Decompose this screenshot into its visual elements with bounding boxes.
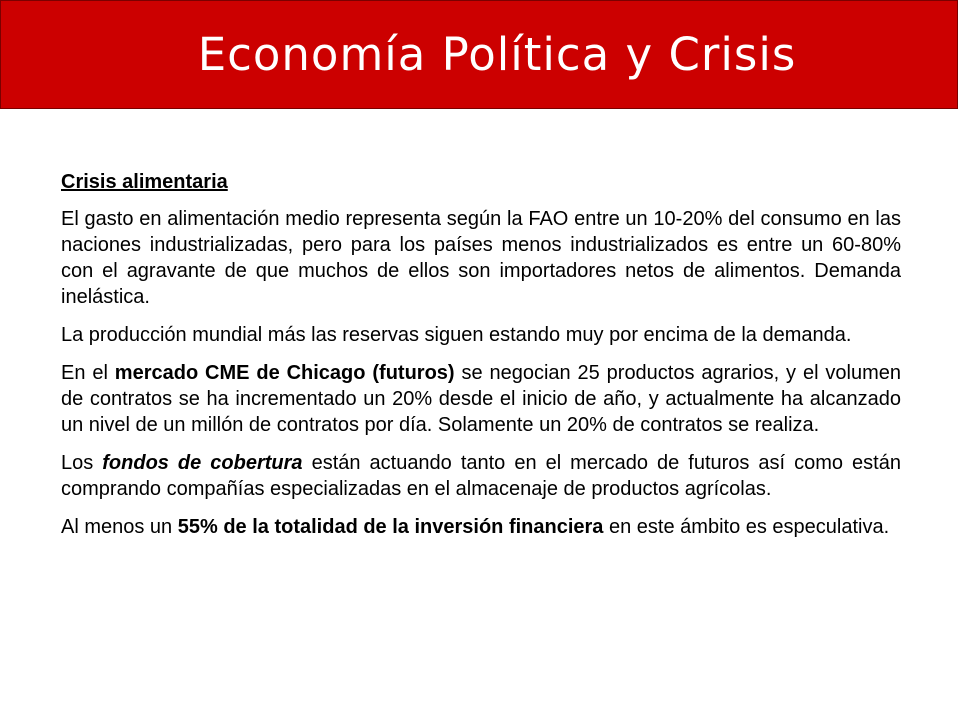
hedge-funds-emphasis: fondos de cobertura: [102, 452, 303, 474]
section-heading: Crisis alimentaria: [61, 171, 228, 193]
p4-text-post: están actuando tanto en el mercado de futuros así como están comprando compañías especializadas en el almacenaje de productos agrícolas.: [61, 452, 901, 500]
p4-text-pre: Los: [61, 452, 103, 474]
title-bar: [0, 0, 958, 109]
p5-text-post: en este ámbito es especulativa.: [603, 516, 890, 538]
p3-text-post: se negocian 25 productos agrarios, y el volumen de contratos se ha incrementado un 20% desde el inicio de año, y actualmente ha alcanzado un nivel de un millón de contratos por día. Solamente un 20% de contratos se realiza.: [61, 362, 901, 436]
paragraph-production-reserves: La producción mundial más las reservas siguen estando muy por encima de la demanda.: [61, 324, 852, 346]
p5-text-pre: Al menos un: [61, 516, 178, 538]
paragraph-hedge-funds: [61, 450, 901, 502]
paragraph-food-spending: El gasto en alimentación medio representa según la FAO entre un 10-20% del consumo en las naciones industrializadas, pero para los países menos industrializados es entre un 60-80% con el agravante de que muchos de ellos son importadores netos de alimentos. Demanda inelástica.: [61, 208, 901, 308]
investment-share-emphasis: 55% de la totalidad de la inversión financiera: [177, 516, 604, 538]
paragraph-speculative-investment: [61, 514, 901, 540]
cme-market-emphasis: mercado CME de Chicago (futuros): [114, 362, 455, 384]
slide-title: Economía Política y Crisis: [197, 28, 797, 81]
paragraph-cme-chicago: [61, 360, 901, 438]
slide-content: [61, 169, 901, 552]
p3-text-pre: En el: [61, 362, 115, 384]
